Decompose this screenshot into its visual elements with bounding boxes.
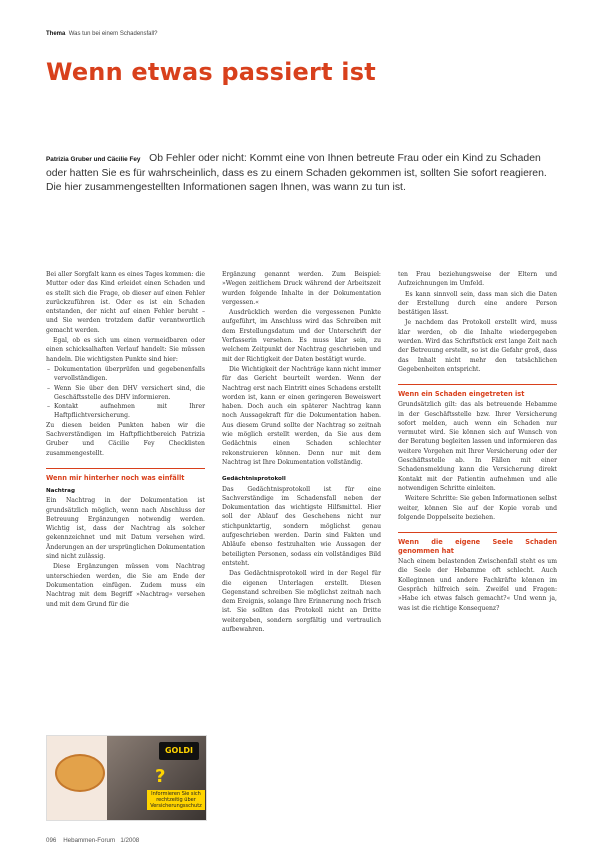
checklist bbox=[46, 365, 205, 421]
subheading: Wenn mir hinterher noch was einfällt bbox=[46, 468, 205, 483]
paragraph: Zu diesen beiden Punkten haben wir die Sachverständigen im Haftpflichtbereich Patrizia Gruber und Cäcilie Fey Checklisten zusammengestellt. bbox=[46, 421, 205, 457]
paragraph: Ergänzung genannt werden. Zum Beispiel: »Wegen zeitlichem Druck während der Arbeitszeit wurden folgende Inhalte in der Dokumentation vergessen.« bbox=[222, 271, 381, 306]
list-item: – Kontakt aufnehmen mit Ihrer Haftpflichtversicherung. bbox=[54, 402, 205, 421]
advertisement bbox=[46, 735, 207, 821]
article-intro bbox=[46, 152, 561, 195]
paragraph: ten Frau beziehungsweise der Eltern und Aufzeichnungen im Umfeld. bbox=[398, 271, 557, 288]
paragraph: Das Gedächtnisprotokoll ist für eine Sachverständige im Schadensfall neben der Dokumentation das wichtigste Hilfsmittel. Hier soll der Ablauf des Geschehens nicht nur stichpunktartig, sondern möglichst genau aufgeschrieben werden. Darin sind Fakten und Abläufe ebenso festzuhalten wie Aussagen der beteiligten Personen, sodass ein vollständiges Bild entsteht. bbox=[222, 485, 381, 567]
column-2 bbox=[222, 270, 381, 635]
paragraph: Diese Ergänzungen müssen vom Nachtrag unterschieden werden, die Sie am Ende der Dokumentation einfügen. Zudem muss ein Nachtrag mit dem Begriff »Nachtrag« versehen und mit dem Grund für die bbox=[46, 563, 205, 608]
issue-number: 1/2008 bbox=[120, 837, 140, 844]
paragraph: Bei aller Sorgfalt kann es eines Tages kommen: die Mutter oder das Kind erleidet einen Schaden und es stellt sich die Frage, ob dieser auf einen Fehler zurückzuführen ist. Oder es ist ein Schaden entstanden, der nicht auf einen Fehler beruht – und Sie werden trotzdem dafür verantwortlich gemacht werden. bbox=[46, 271, 205, 334]
paragraph: Die Wichtigkeit der Nachträge kann nicht immer für das Gericht beurteilt werden. Wenn der Nachtrag erst nach Eintritt eines Schadens erstellt worden ist, kann er einen geringeren Beweiswert haben. Doch auch ein späterer Nachtrag kann noch Aussagekraft für die Dokumentation haben. Aus diesem Grund sollte der Nachtrag so zeitnah wie möglich erstellt werden, da Sie aus dem Gedächtnis einen Schaden schlechter rekonstruieren können. Denn nur mit dem Nachtrag ist Ihre Dokumentation vollständig. bbox=[222, 365, 381, 466]
subheading: Wenn ein Schaden eingetreten ist bbox=[398, 384, 557, 399]
section-topic: Was tun bei einem Schadensfall? bbox=[68, 31, 158, 37]
section-label: Thema bbox=[46, 31, 66, 37]
page-footer bbox=[46, 837, 139, 844]
column-3 bbox=[398, 270, 557, 614]
question-mark-icon: ? bbox=[155, 766, 166, 787]
ad-slogan: Informieren Sie sich rechtzeitig über Versicherungsschutz bbox=[147, 790, 205, 810]
intro-text: Ob Fehler oder nicht: Kommt eine von Ihnen betreute Frau oder ein Kind zu Schaden oder hatten Sie es für wahrscheinlich, dass es zu einem Schaden gekommen ist, sollten Sie sofort reagieren. Die hier zusammengestellten Informationen sagen Ihnen, was wann zu tun ist. bbox=[46, 153, 547, 193]
list-item: – Wenn Sie über den DHV versichert sind, die Geschäftsstelle des DHV informieren. bbox=[54, 384, 205, 403]
paragraph: Ausdrücklich werden die vergessenen Punkte aufgeführt, im Anschluss wird das Schreiben mit dem Erstellungsdatum und der Unterschrift der Verfasserin versehen. Es muss klar sein, zu welchem Zeitpunkt der Nachtrag geschrieben und mit der Richtigkeit der Daten bestätigt wurde. bbox=[222, 309, 381, 363]
paragraph: Das Gedächtnisprotokoll wird in der Regel für die eigenen Unterlagen erstellt. Diesen Gegenstand schreiben Sie möglichst zeitnah nach dem Ereignis, solange Ihre Erinnerung noch frisch ist. Sie sollten das Protokoll nicht an Dritte weitergeben, sondern sorgfältig und vertraulich aufbewahren. bbox=[222, 570, 381, 633]
paragraph: Ein Nachtrag in der Dokumentation ist grundsätzlich möglich, wenn nach Abschluss der Betreuung Ergänzungen notwendig werden. Wichtig ist, dass der Nachtrag als solcher gekennzeichnet und mit Datum versehen wird. Änderungen an der ursprünglichen Dokumentation sind nicht zulässig. bbox=[46, 497, 205, 561]
paragraph: Egal, ob es sich um einen vermeidbaren oder einen schicksalhaften Verlauf handelt: Sie müssen handeln. Die wichtigsten Punkte sind hier: bbox=[46, 337, 205, 363]
article-authors: Patrizia Gruber und Cäcilie Fey bbox=[46, 156, 141, 163]
subheading: Wenn die eigene Seele Schaden genommen hat bbox=[398, 532, 557, 556]
paragraph: Nach einem belastenden Zwischenfall steht es um die Seele der Hebamme oft schlecht. Auch Kolleginnen und andere Fachkräfte können im Gespräch hilfreich sein. Zweifel und Fragen: »Habe ich etwas falsch gemacht?« Und wenn ja, was ist die richtige Konsequenz? bbox=[398, 558, 557, 612]
list-item: – Dokumentation überprüfen und gegebenenfalls vervollständigen. bbox=[54, 365, 205, 384]
subheading-small: Gedächtnisprotokoll bbox=[222, 476, 286, 483]
paragraph: Grundsätzlich gilt: das als betreuende Hebamme in der Geschäftsstelle bzw. Ihrer Versicherung sofort melden, auch wenn ein Schaden nur vermutet wird. Sie können sich auf Wunsch von der Beratung begleiten lassen und informieren das weitere Vorgehen mit Ihrer Versicherung oder der Geschäftsstelle ab. In Fällen mit einer Schadensmeldung kann die Versicherung direkt Kontakt mit der Patientin aufnehmen und alle notwendigen Schritte einleiten. bbox=[398, 401, 557, 492]
paragraph: Weitere Schritte: Sie geben Informationen selbst weiter, können Sie auf der Kopie vorab und folgende Doppelseite beziehen. bbox=[398, 495, 557, 521]
column-1 bbox=[46, 270, 205, 610]
publication-name: Hebammen-Forum bbox=[63, 837, 116, 844]
ad-logo: GOLDI bbox=[159, 742, 199, 760]
section-header bbox=[46, 31, 158, 37]
page-number: 096 bbox=[46, 837, 57, 844]
paragraph: Es kann sinnvoll sein, dass man sich die Daten der Erstellung durch eine andere Person bestätigen lässt. bbox=[398, 290, 557, 317]
article-title: Wenn etwas passiert ist bbox=[46, 58, 376, 86]
pacifier-icon bbox=[55, 754, 105, 792]
subheading-small: Nachtrag bbox=[46, 487, 75, 494]
paragraph: Je nachdem das Protokoll erstellt wird, muss klar werden, ob die Inhalte wiedergegeben werden. Wird das Schriftstück erst lange Zeit nach der Betreuung erstellt, so ist die Gefahr groß, dass das Inhalt nicht mehr den tatsächlichen Gegebenheiten entspricht. bbox=[398, 319, 557, 373]
